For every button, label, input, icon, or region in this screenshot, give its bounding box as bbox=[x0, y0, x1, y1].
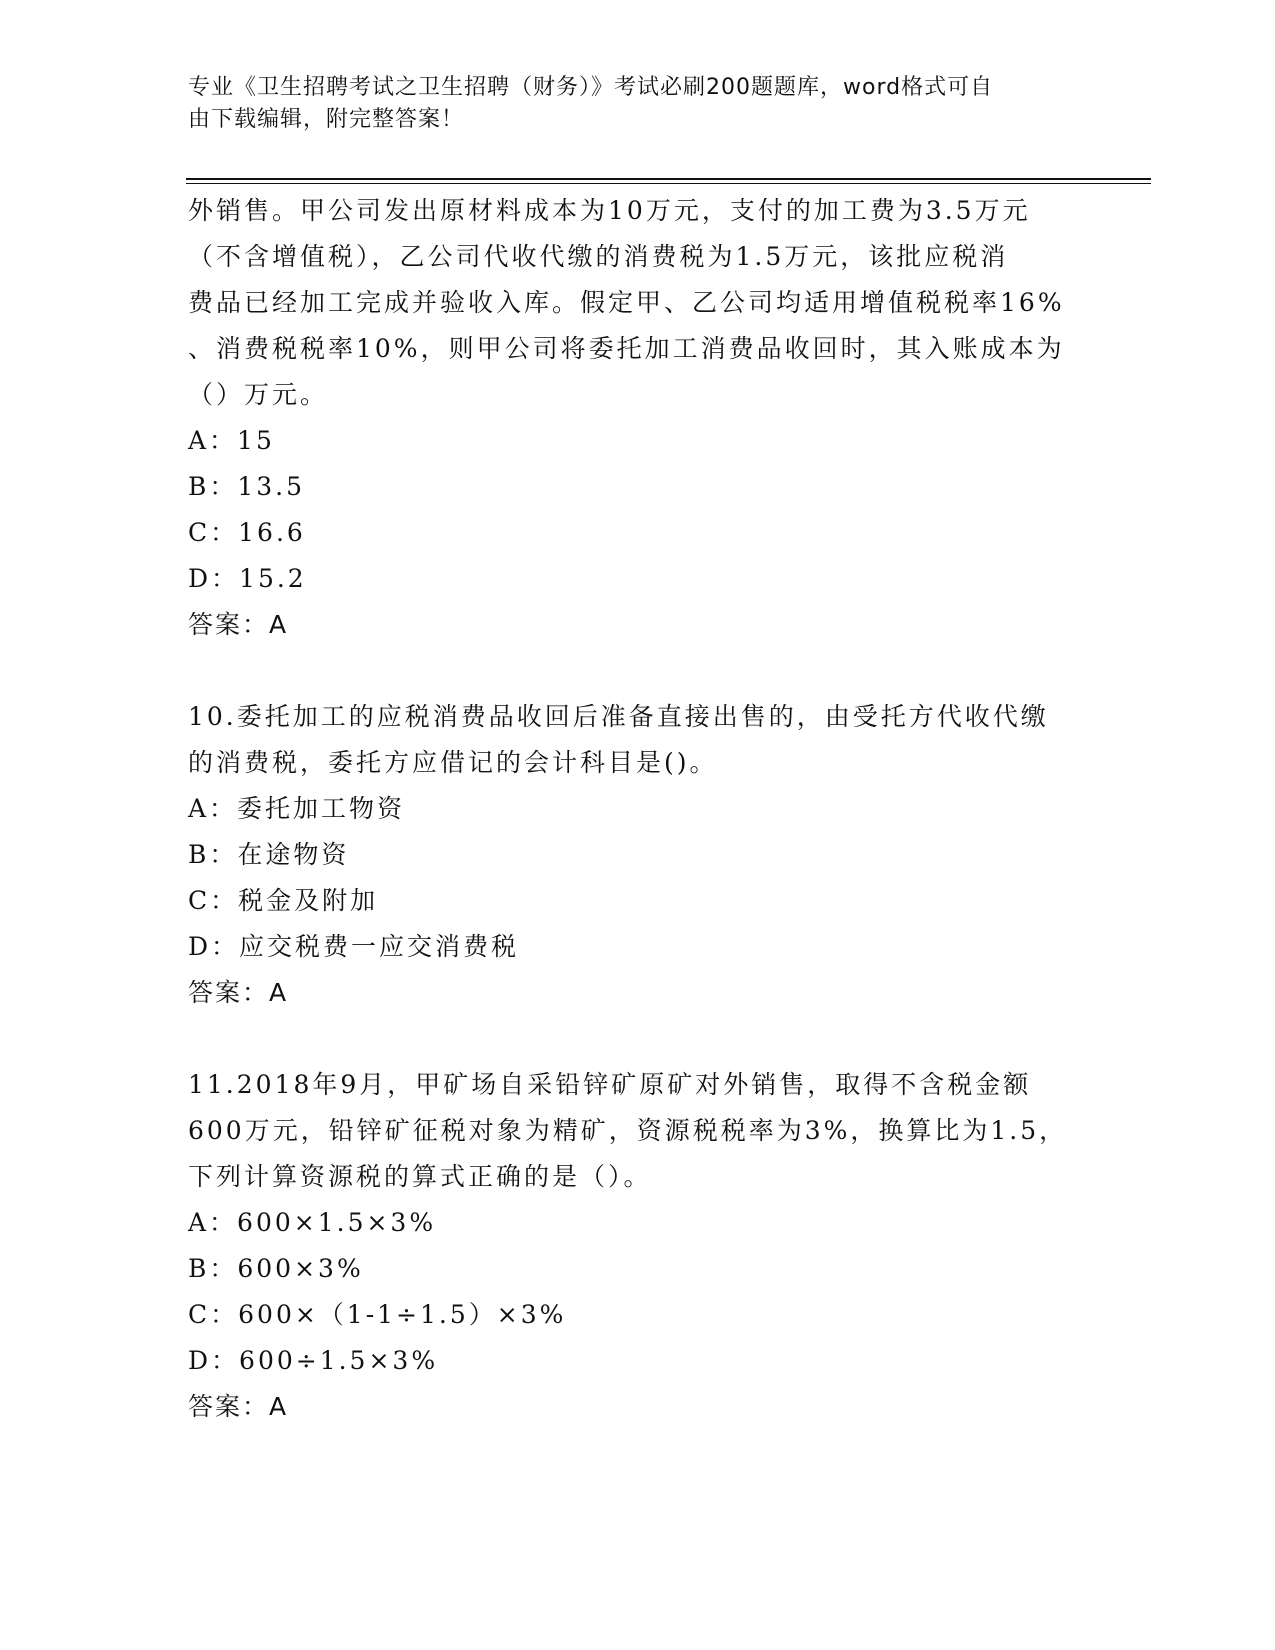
question-9-stem-line: 费品已经加工完成并验收入库。假定甲、乙公司均适用增值税税率16% bbox=[188, 288, 1065, 317]
question-11-option-b: B：600×3% bbox=[188, 1254, 364, 1283]
question-9-stem-line: 、消费税税率10%，则甲公司将委托加工消费品收回时，其入账成本为 bbox=[188, 334, 1065, 363]
header-rule-thick bbox=[186, 178, 1151, 180]
question-content bbox=[188, 188, 1088, 1430]
question-9 bbox=[188, 188, 1088, 648]
question-11-option-c: C：600×（1-1÷1.5）×3% bbox=[188, 1300, 567, 1329]
question-spacer bbox=[188, 1016, 1088, 1062]
question-10-stem-line: 10.委托加工的应税消费品收回后准备直接出售的，由受托方代收代缴 bbox=[188, 702, 1049, 731]
question-10-stem-line: 的消费税，委托方应借记的会计科目是()。 bbox=[188, 748, 718, 777]
question-10-option-a: A：委托加工物资 bbox=[188, 794, 406, 823]
question-10 bbox=[188, 694, 1088, 1016]
question-10-answer: 答案：A bbox=[188, 978, 289, 1007]
question-9-option-b: B：13.5 bbox=[188, 472, 306, 501]
question-11-stem-line: 下列计算资源税的算式正确的是（）。 bbox=[188, 1162, 652, 1191]
question-11-stem-line: 11.2018年9月，甲矿场自采铅锌矿原矿对外销售，取得不含税金额 bbox=[188, 1070, 1032, 1099]
question-11-answer: 答案：A bbox=[188, 1392, 289, 1421]
question-9-option-a: A：15 bbox=[188, 426, 275, 455]
question-9-stem-line: （不含增值税），乙公司代收代缴的消费税为1.5万元，该批应税消 bbox=[188, 242, 1009, 271]
header-line-2: 由下载编辑，附完整答案！ bbox=[188, 107, 465, 132]
question-10-option-d: D：应交税费一应交消费税 bbox=[188, 932, 520, 961]
question-10-option-c: C：税金及附加 bbox=[188, 886, 379, 915]
question-9-option-d: D：15.2 bbox=[188, 564, 307, 593]
question-10-option-b: B：在途物资 bbox=[188, 840, 350, 869]
question-9-stem-line: 外销售。甲公司发出原材料成本为10万元，支付的加工费为3.5万元 bbox=[188, 196, 1031, 225]
question-11-option-a: A：600×1.5×3% bbox=[188, 1208, 437, 1237]
question-9-option-c: C：16.6 bbox=[188, 518, 306, 547]
question-spacer bbox=[188, 648, 1088, 694]
question-11-option-d: D：600÷1.5×3% bbox=[188, 1346, 439, 1375]
question-11-stem-line: 600万元，铅锌矿征税对象为精矿，资源税税率为3%，换算比为1.5， bbox=[188, 1116, 1068, 1145]
question-9-answer: 答案：A bbox=[188, 610, 289, 639]
question-9-stem-line: （）万元。 bbox=[188, 380, 329, 409]
header-rule-thin bbox=[186, 183, 1151, 184]
header-line-1: 专业《卫生招聘考试之卫生招聘（财务）》考试必刷200题题库，word格式可自 bbox=[188, 75, 994, 100]
document-header bbox=[188, 72, 1068, 136]
question-11 bbox=[188, 1062, 1088, 1430]
